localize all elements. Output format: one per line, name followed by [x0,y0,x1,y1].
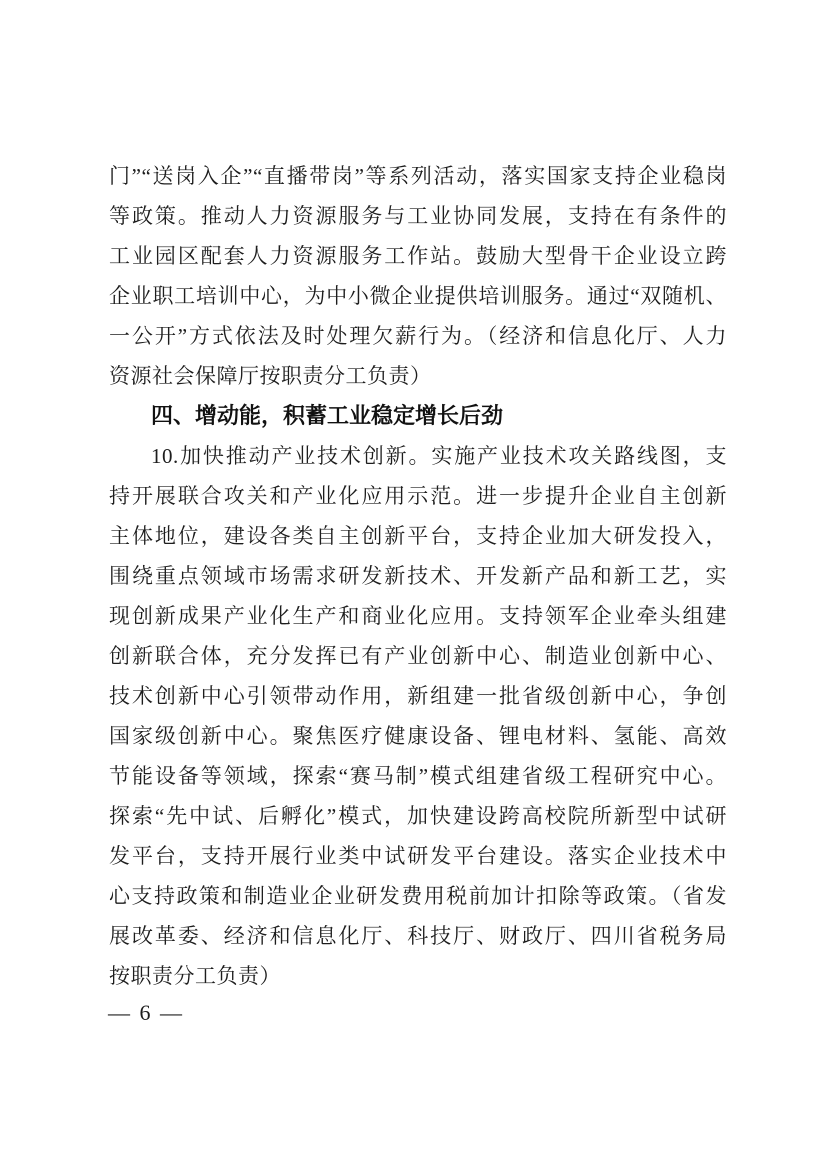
text-line: 资源社会保障厅按职责分工负责） [109,364,432,388]
text-line: 企业职工培训中心，为中小微企业提供培训服务。通过“双随机、 [109,284,727,308]
text-line: 国家级创新中心。聚焦医疗健康设备、锂电材料、氢能、高效 [109,724,727,748]
text-line: 发平台，支持开展行业类中试研发平台建设。落实企业技术中 [109,844,727,868]
text-line: 一公开”方式依法及时处理欠薪行为。（经济和信息化厅、人力 [109,324,727,348]
document-text [109,156,727,996]
text-line: 10.加快推动产业技术创新。实施产业技术攻关路线图，支 [151,444,727,468]
text-line: 探索“先中试、后孵化”模式，加快建设跨高校院所新型中试研 [109,804,727,828]
text-line: 技术创新中心引领带动作用，新组建一批省级创新中心，争创 [109,684,727,708]
text-line: 主体地位，建设各类自主创新平台，支持企业加大研发投入， [109,524,727,548]
text-line: 现创新成果产业化生产和商业化应用。支持领军企业牵头组建 [109,604,727,628]
text-line: 等政策。推动人力资源服务与工业协同发展，支持在有条件的 [109,204,727,228]
text-line: 持开展联合攻关和产业化应用示范。进一步提升企业自主创新 [109,484,727,508]
text-line: 围绕重点领域市场需求研发新技术、开发新产品和新工艺，实 [109,564,727,588]
text-line: 门”“送岗入企”“直播带岗”等系列活动，落实国家支持企业稳岗 [109,164,727,188]
text-line: 按职责分工负责） [109,964,281,988]
text-line: 工业园区配套人力资源服务工作站。鼓励大型骨干企业设立跨 [109,244,727,268]
page-number: — 6 — [108,1000,184,1025]
text-line: 展改革委、经济和信息化厅、科技厅、财政厅、四川省税务局 [109,924,727,948]
text-line: 节能设备等领域，探索“赛马制”模式组建省级工程研究中心。 [109,764,727,788]
section-heading: 四、增动能，积蓄工业稳定增长后劲 [151,403,504,428]
text-line: 心支持政策和制造业企业研发费用税前加计扣除等政策。（省发 [109,884,727,908]
text-line: 创新联合体，充分发挥已有产业创新中心、制造业创新中心、 [109,644,727,668]
